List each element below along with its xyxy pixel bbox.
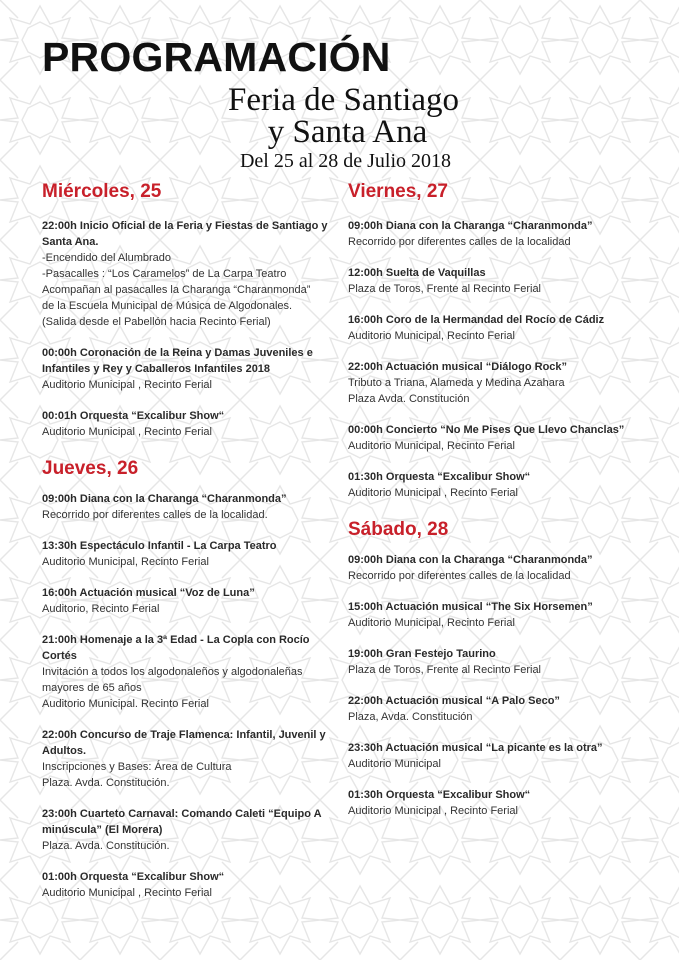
event-title: 09:00h Diana con la Charanga “Charanmonda” (348, 554, 593, 566)
event-title: 00:00h Concierto “No Me Pises Que Llevo Chanclas” (348, 424, 625, 436)
event-detail: Recorrido por diferentes calles de la localidad (348, 236, 571, 248)
event-item (42, 491, 342, 523)
event-item (348, 359, 648, 407)
event-detail: Auditorio Municipal, Recinto Ferial (42, 556, 209, 568)
event-item (348, 787, 648, 819)
event-detail: Auditorio Municipal , Recinto Ferial (348, 487, 518, 499)
event-item (42, 538, 342, 570)
subtitle-line-2: y Santa Ana (267, 114, 428, 150)
event-item (42, 408, 342, 440)
events-miercoles (42, 218, 342, 440)
events-sabado (348, 552, 648, 819)
event-title: 15:00h Actuación musical “The Six Horsemen” (348, 601, 593, 613)
event-detail: Auditorio Municipal, Recinto Ferial (348, 440, 515, 452)
event-item (42, 869, 342, 901)
day-heading-viernes: Viernes, 27 (348, 181, 449, 202)
left-column (42, 178, 342, 916)
event-title: 22:00h Inicio Oficial de la Feria y Fiestas de Santiago y Santa Ana. (42, 220, 328, 248)
event-detail: Plaza, Avda. Constitución (348, 711, 473, 723)
event-title: 01:00h Orquesta “Excalibur Show“ (42, 871, 225, 883)
event-detail: Plaza de Toros, Frente al Recinto Ferial (348, 283, 541, 295)
event-detail: Recorrido por diferentes calles de la localidad. (42, 509, 268, 521)
event-detail: Auditorio, Recinto Ferial (42, 603, 160, 615)
event-detail: Plaza de Toros, Frente al Recinto Ferial (348, 664, 541, 676)
event-detail: Plaza Avda. Constitución (348, 393, 470, 405)
event-item (42, 218, 342, 330)
right-column (348, 178, 648, 834)
event-detail: Invitación a todos los algodonaleños y algodonaleñas (42, 666, 303, 678)
event-title: 00:01h Orquesta “Excalibur Show“ (42, 410, 225, 422)
event-detail: mayores de 65 años (42, 682, 142, 694)
day-heading-sabado: Sábado, 28 (348, 519, 449, 540)
event-item (42, 632, 342, 712)
event-item (348, 312, 648, 344)
event-title: 01:30h Orquesta “Excalibur Show“ (348, 789, 531, 801)
events-viernes (348, 218, 648, 501)
event-title: 21:00h Homenaje a la 3ª Edad - La Copla con Rocío Cortés (42, 634, 310, 662)
event-detail: Auditorio Municipal, Recinto Ferial (348, 617, 515, 629)
day-heading-jueves: Jueves, 26 (42, 458, 139, 479)
poster-header (0, 0, 679, 180)
event-title: 23:00h Cuarteto Carnaval: Comando Caleti “Equipo A minúscula” (El Morera) (42, 808, 322, 836)
event-detail: Plaza. Avda. Constitución. (42, 777, 170, 789)
day-heading-miercoles: Miércoles, 25 (42, 181, 162, 202)
event-detail: Plaza. Avda. Constitución. (42, 840, 170, 852)
event-detail: Auditorio Municipal , Recinto Ferial (42, 887, 212, 899)
event-title: 12:00h Suelta de Vaquillas (348, 267, 486, 279)
event-dates: Del 25 al 28 de Julio 2018 (239, 150, 452, 172)
event-title: 22:00h Actuación musical “Diálogo Rock” (348, 361, 568, 373)
subtitle-line-1: Feria de Santiago (228, 82, 459, 118)
event-detail: Inscripciones y Bases: Área de Cultura (42, 761, 232, 773)
event-title: 09:00h Diana con la Charanga “Charanmonda” (42, 493, 287, 505)
event-title: 16:00h Coro de la Hermandad del Rocío de Cádiz (348, 314, 605, 326)
event-detail: -Pasacalles : “Los Caramelos” de La Carpa Teatro (42, 268, 287, 280)
event-item (348, 693, 648, 725)
event-detail: -Encendido del Alumbrado (42, 252, 172, 264)
event-title: 16:00h Actuación musical “Voz de Luna” (42, 587, 255, 599)
event-detail: de la Escuela Municipal de Música de Algodonales. (42, 300, 293, 312)
event-detail: Auditorio Municipal, Recinto Ferial (348, 330, 515, 342)
event-detail: Auditorio Municipal , Recinto Ferial (42, 426, 212, 438)
event-item (42, 345, 342, 393)
event-item (348, 740, 648, 772)
event-detail: Auditorio Municipal. Recinto Ferial (42, 698, 209, 710)
event-title: 22:00h Concurso de Traje Flamenca: Infantil, Juvenil y Adultos. (42, 729, 326, 757)
event-item (42, 585, 342, 617)
event-detail: Auditorio Municipal , Recinto Ferial (42, 379, 212, 391)
event-item (42, 727, 342, 791)
event-title: 19:00h Gran Festejo Taurino (348, 648, 496, 660)
event-item (348, 646, 648, 678)
events-jueves (42, 491, 342, 901)
event-title: 09:00h Diana con la Charanga “Charanmonda” (348, 220, 593, 232)
event-detail: Acompañan al pasacalles la Charanga “Charanmonda” (42, 284, 311, 296)
event-item (348, 218, 648, 250)
event-item (348, 552, 648, 584)
event-item (348, 599, 648, 631)
event-detail: Auditorio Municipal (348, 758, 441, 770)
event-title: 00:00h Coronación de la Reina y Damas Juveniles e Infantiles y Rey y Caballeros Infantiles 2018 (42, 347, 313, 375)
page-title: PROGRAMACIÓN (42, 34, 391, 80)
event-detail: Tributo a Triana, Alameda y Medina Azahara (348, 377, 565, 389)
event-title: 01:30h Orquesta “Excalibur Show“ (348, 471, 531, 483)
event-detail: Recorrido por diferentes calles de la localidad (348, 570, 571, 582)
event-item (348, 469, 648, 501)
event-title: 23:30h Actuación musical “La picante es la otra” (348, 742, 603, 754)
event-title: 13:30h Espectáculo Infantil - La Carpa Teatro (42, 540, 277, 552)
event-title: 22:00h Actuación musical “A Palo Seco” (348, 695, 560, 707)
event-detail: (Salida desde el Pabellón hacia Recinto Ferial) (42, 316, 271, 328)
event-item (348, 265, 648, 297)
event-item (42, 806, 342, 854)
event-item (348, 422, 648, 454)
event-detail: Auditorio Municipal , Recinto Ferial (348, 805, 518, 817)
